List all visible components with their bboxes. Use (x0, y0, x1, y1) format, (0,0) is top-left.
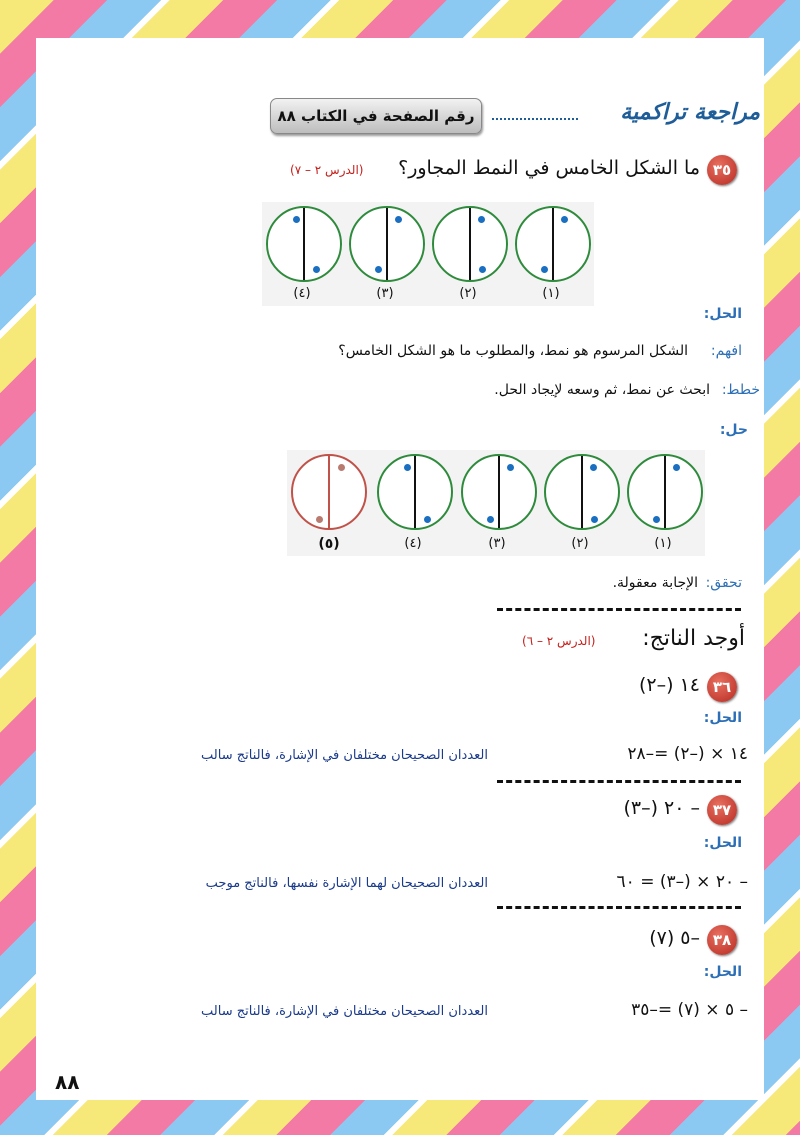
question-number-badge: ٣٦ (707, 672, 737, 702)
figure-label: (٤) (293, 286, 311, 301)
question-number-badge: ٣٨ (707, 925, 737, 955)
understand-text: الشكل المرسوم هو نمط، والمطلوب ما هو الشكل الخامس؟ (338, 343, 688, 359)
check-label: تحقق: (705, 575, 742, 591)
figure-label: (١) (542, 286, 560, 301)
question-number-badge: ٣٧ (707, 795, 737, 825)
explanation: العددان الصحيحان مختلفان في الإشارة، فالناتج سالب (201, 1004, 488, 1019)
plan-text: ابحث عن نمط، ثم وسعه لإيجاد الحل. (494, 382, 710, 398)
question-expression: – ٢٠ (–٣) (623, 797, 700, 819)
title-dotted-line (492, 118, 578, 120)
equation: – ٥ × (٧) =–٣٥ (631, 1000, 748, 1020)
solution-label: الحل: (703, 710, 742, 726)
check-text: الإجابة معقولة. (612, 575, 698, 591)
circle-shape-2 (432, 206, 508, 282)
circle-shape-1 (627, 454, 703, 530)
solution-label: الحل: (703, 835, 742, 851)
explanation: العددان الصحيحان لهما الإشارة نفسها، فالناتج موجب (205, 876, 488, 891)
question-text: ما الشكل الخامس في النمط المجاور؟ (398, 157, 700, 179)
explanation: العددان الصحيحان مختلفان في الإشارة، فالناتج سالب (201, 748, 488, 763)
divider (497, 780, 741, 783)
question-number-badge: ٣٥ (707, 155, 737, 185)
solution-label: الحل: (703, 964, 742, 980)
divider (497, 608, 741, 611)
section-title: مراجعة تراكمية (620, 100, 760, 125)
figure-label: (٤) (404, 536, 422, 551)
find-product-title: أوجد الناتج: (642, 626, 745, 651)
understand-label: افهم: (710, 343, 742, 359)
figure-label: (١) (654, 536, 672, 551)
figure-label: (٢) (571, 536, 589, 551)
circle-shape-5 (291, 454, 367, 530)
pattern-figure (262, 202, 594, 306)
plan-label: خطط: (721, 382, 760, 398)
lesson-reference: (الدرس ٢ – ٦) (522, 634, 596, 648)
divider (497, 906, 741, 909)
equation: ١٤ × (–٢) =–٢٨ (627, 744, 748, 764)
book-page-reference: رقم الصفحة في الكتاب ٨٨ (270, 98, 482, 134)
circle-shape-4 (377, 454, 453, 530)
figure-label: (٣) (376, 286, 394, 301)
figure-label: (٢) (459, 286, 477, 301)
circle-shape-3 (349, 206, 425, 282)
question-expression: ١٤ (–٢) (638, 674, 700, 696)
question-expression: –٥ (٧) (649, 927, 700, 949)
figure-label: (٣) (488, 536, 506, 551)
page-number: ٨٨ (55, 1070, 80, 1094)
circle-shape-1 (515, 206, 591, 282)
equation: – ٢٠ × (–٣) = ٦٠ (616, 872, 748, 892)
circle-shape-3 (461, 454, 537, 530)
solve-label: حل: (719, 422, 748, 438)
figure-label: (٥) (318, 536, 340, 552)
solution-label: الحل: (703, 306, 742, 322)
answer-figure (287, 450, 705, 556)
circle-shape-2 (544, 454, 620, 530)
lesson-reference: (الدرس ٢ – ٧) (290, 163, 364, 177)
circle-shape-4 (266, 206, 342, 282)
